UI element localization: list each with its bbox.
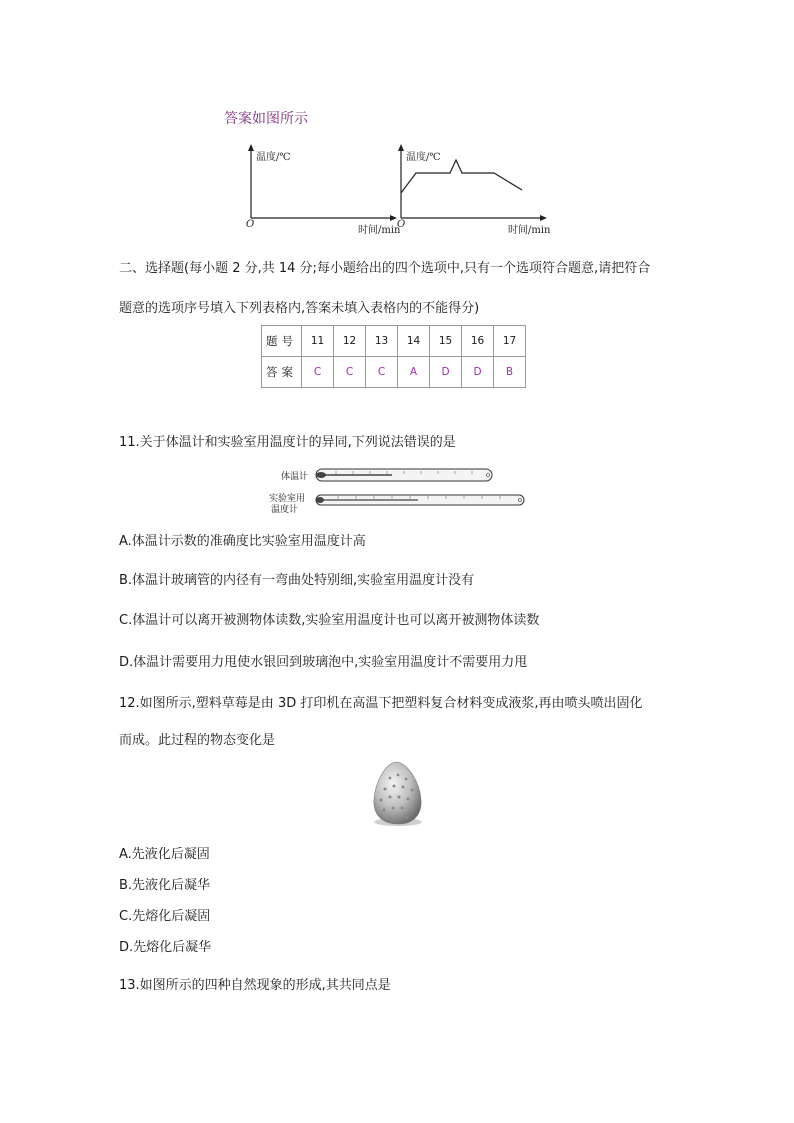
clinical-thermometer-label: 体温计	[281, 472, 309, 482]
table-cell-number: 15	[430, 326, 462, 357]
lab-thermometer-label-1: 实验室用	[269, 494, 306, 504]
table-cell-number: 17	[494, 326, 526, 357]
q12-option-d: D.先熔化后凝华	[119, 940, 212, 955]
graph2-origin: O	[397, 219, 406, 230]
clinical-thermometer	[316, 469, 492, 481]
table-cell-answer: D	[462, 357, 494, 388]
q11-option-c: C.体温计可以离开被测物体读数,实验室用温度计也可以离开被测物体读数	[119, 613, 540, 628]
table-row-numbers	[262, 326, 526, 357]
graph1-xlabel: 时间/min	[358, 225, 401, 236]
table-header-answer: 答案	[262, 357, 302, 388]
q12-stem-line1: 12.如图所示,塑料草莓是由 3D 打印机在高温下把塑料复合材料变成液浆,再由喷头喷出固化	[119, 696, 643, 711]
graph1-ylabel: 温度/℃	[256, 152, 291, 163]
table-cell-answer: D	[430, 357, 462, 388]
table-cell-number: 16	[462, 326, 494, 357]
table-cell-number: 13	[366, 326, 398, 357]
table-header-number: 题号	[262, 326, 302, 357]
q11-stem: 11.关于体温计和实验室用温度计的异同,下列说法错误的是	[119, 435, 456, 450]
table-cell-number: 14	[398, 326, 430, 357]
q12-option-c: C.先熔化后凝固	[119, 909, 211, 924]
lab-thermometer-label-2: 温度计	[271, 505, 299, 515]
temperature-curve	[401, 160, 522, 193]
thermometers-figure	[308, 464, 530, 512]
table-cell-answer: A	[398, 357, 430, 388]
plastic-strawberry-image	[368, 758, 426, 828]
section-instructions-line2: 题意的选项序号填入下列表格内,答案未填入表格内的不能得分)	[119, 301, 480, 316]
table-cell-answer: B	[494, 357, 526, 388]
q13-stem: 13.如图所示的四种自然现象的形成,其共同点是	[119, 978, 391, 993]
graph2-ylabel: 温度/℃	[406, 152, 441, 163]
q11-option-a: A.体温计示数的准确度比实验室用温度计高	[119, 534, 366, 549]
q12-option-a: A.先液化后凝固	[119, 847, 210, 862]
table-cell-answer: C	[366, 357, 398, 388]
table-cell-answer: C	[302, 357, 334, 388]
table-cell-answer: C	[334, 357, 366, 388]
table-cell-number: 11	[302, 326, 334, 357]
table-row-answers	[262, 357, 526, 388]
section-instructions-line1: 二、选择题(每小题 2 分,共 14 分;每小题给出的四个选项中,只有一个选项符合题意,请把符合	[119, 261, 651, 276]
table-cell-number: 12	[334, 326, 366, 357]
graph1-origin: O	[246, 219, 255, 230]
q11-option-b: B.体温计玻璃管的内径有一弯曲处特别细,实验室用温度计没有	[119, 573, 475, 588]
answer-note: 答案如图所示	[224, 111, 308, 127]
graph2-xlabel: 时间/min	[508, 225, 551, 236]
q12-option-b: B.先液化后凝华	[119, 878, 211, 893]
answer-table	[261, 325, 526, 388]
q12-stem-line2: 而成。此过程的物态变化是	[119, 733, 276, 748]
q11-option-d: D.体温计需要用力甩使水银回到玻璃泡中,实验室用温度计不需要用力甩	[119, 655, 528, 670]
lab-thermometer	[316, 495, 524, 505]
